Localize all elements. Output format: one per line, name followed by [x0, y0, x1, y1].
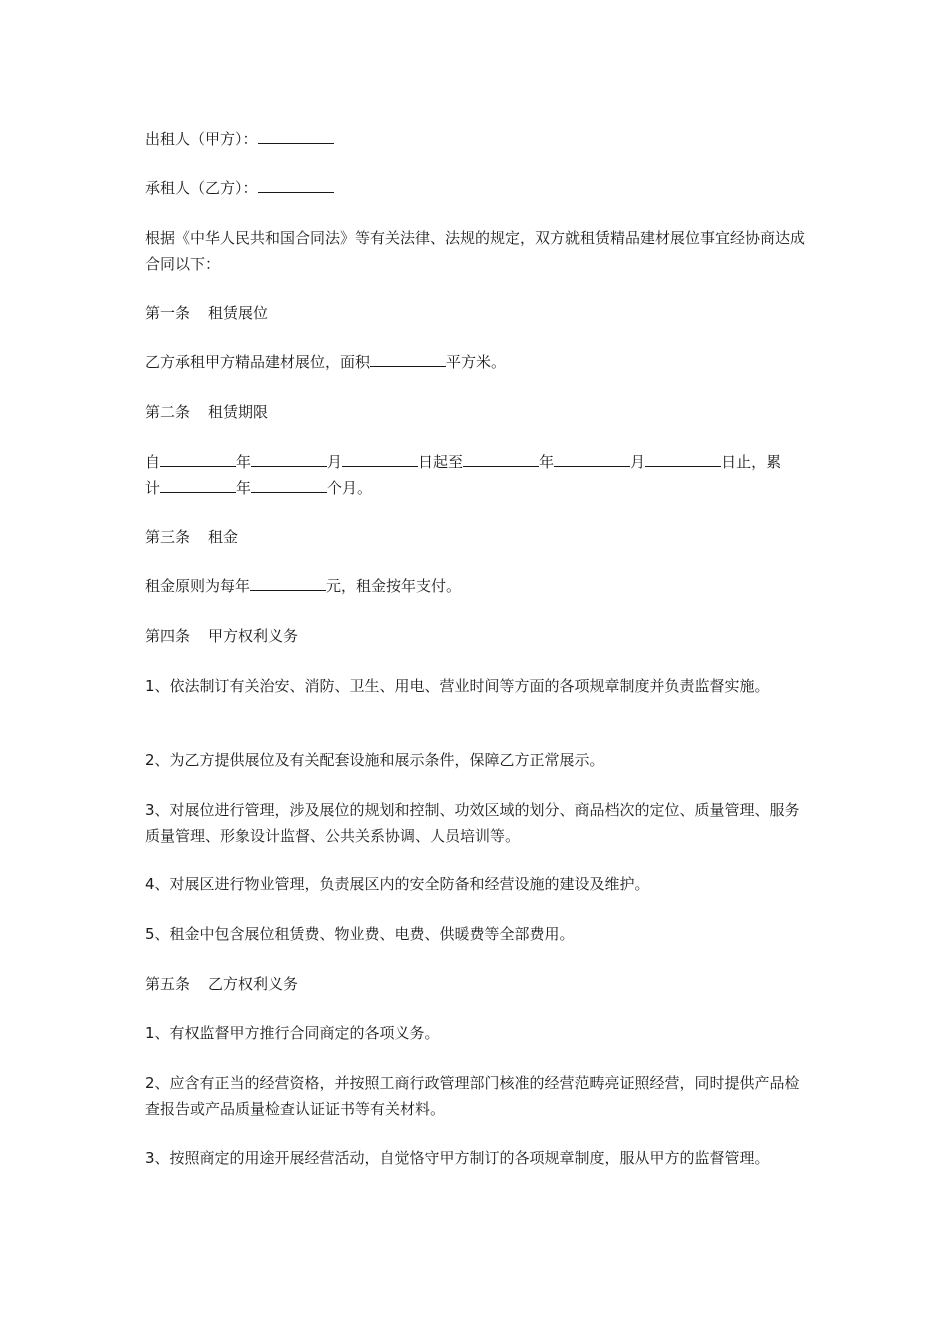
article5-title: 乙方权利义务 [208, 975, 299, 993]
total-years-label: 年 [236, 479, 252, 497]
lessor-line [145, 126, 807, 152]
article3-text-after: 元，租金按年支付。 [326, 577, 462, 595]
rent-blank [250, 576, 326, 591]
article4-item-4: 4、对展区进行物业管理，负责展区内的安全防备和经营设施的建设及维护。 [145, 875, 650, 893]
lessee-name-blank [258, 178, 334, 193]
article5-item-3: 3、按照商定的用途开展经营活动，自觉恪守甲方制订的各项规章制度，服从甲方的监督管理。 [145, 1149, 770, 1167]
total-months-label: 个月。 [327, 479, 373, 497]
article3-title: 租金 [208, 528, 239, 546]
article4-item-3: 3、对展位进行管理，涉及展位的规划和控制、功效区域的划分、商品档次的定位、质量管理、服务质量管理、形象设计监督、公共关系协调、人员培训等。 [145, 801, 800, 845]
article5-item-1: 1、有权监督甲方推行合同商定的各项义务。 [145, 1024, 440, 1042]
article4-item-2: 2、为乙方提供展位及有关配套设施和展示条件，保障乙方正常展示。 [145, 751, 605, 769]
start-month-label: 月 [327, 453, 343, 471]
article1-text [145, 349, 807, 375]
article2-heading [145, 399, 807, 425]
article3-number: 第三条 [145, 528, 191, 546]
article1-heading [145, 300, 807, 326]
article4-number: 第四条 [145, 627, 191, 645]
total-years-blank [160, 478, 236, 493]
article4-heading [145, 623, 807, 649]
preamble: 根据《中华人民共和国合同法》等有关法律、法规的规定，双方就租赁精品建材展位事宜经协商达成合同以下： [145, 229, 806, 273]
article1-text-before: 乙方承租甲方精品建材展位，面积 [145, 353, 371, 371]
article1-number: 第一条 [145, 304, 191, 322]
total-label: 计 [145, 479, 161, 497]
end-month-label: 月 [630, 453, 646, 471]
lessee-label: 承租人（乙方）： [145, 179, 258, 197]
end-month-blank [554, 452, 630, 467]
article3-heading [145, 524, 807, 550]
article4-title: 甲方权利义务 [208, 627, 299, 645]
start-day-blank [342, 452, 418, 467]
end-day-blank [645, 452, 721, 467]
article5-heading [145, 971, 807, 997]
start-year-blank [160, 452, 236, 467]
from-label: 自 [145, 453, 161, 471]
article1-text-after: 平方米。 [446, 353, 507, 371]
end-year-blank [463, 452, 539, 467]
article2-title: 租赁期限 [208, 403, 269, 421]
article2-number: 第二条 [145, 403, 191, 421]
end-day-label: 日止，累 [721, 453, 782, 471]
lessee-line [145, 175, 807, 201]
start-day-label: 日起至 [418, 453, 464, 471]
lessor-label: 出租人（甲方）： [145, 130, 258, 148]
article4-item-1: 1、依法制订有关治安、消防、卫生、用电、营业时间等方面的各项规章制度并负责监督实施。 [145, 677, 770, 695]
total-months-blank [251, 478, 327, 493]
article3-text-before: 租金原则为每年 [145, 577, 251, 595]
article4-item-5: 5、租金中包含展位租赁费、物业费、电费、供暖费等全部费用。 [145, 925, 575, 943]
lessor-name-blank [258, 129, 334, 144]
article1-title: 租赁展位 [208, 304, 269, 322]
article5-item-2: 2、应含有正当的经营资格，并按照工商行政管理部门核准的经营范畴亮证照经营，同时提供产品检查报告或产品质量检查认证证书等有关材料。 [145, 1074, 800, 1118]
article3-text [145, 573, 807, 599]
article5-number: 第五条 [145, 975, 191, 993]
end-year-label: 年 [539, 453, 555, 471]
start-month-blank [251, 452, 327, 467]
start-year-label: 年 [236, 453, 252, 471]
area-blank [370, 352, 446, 367]
article2-text [145, 449, 807, 501]
